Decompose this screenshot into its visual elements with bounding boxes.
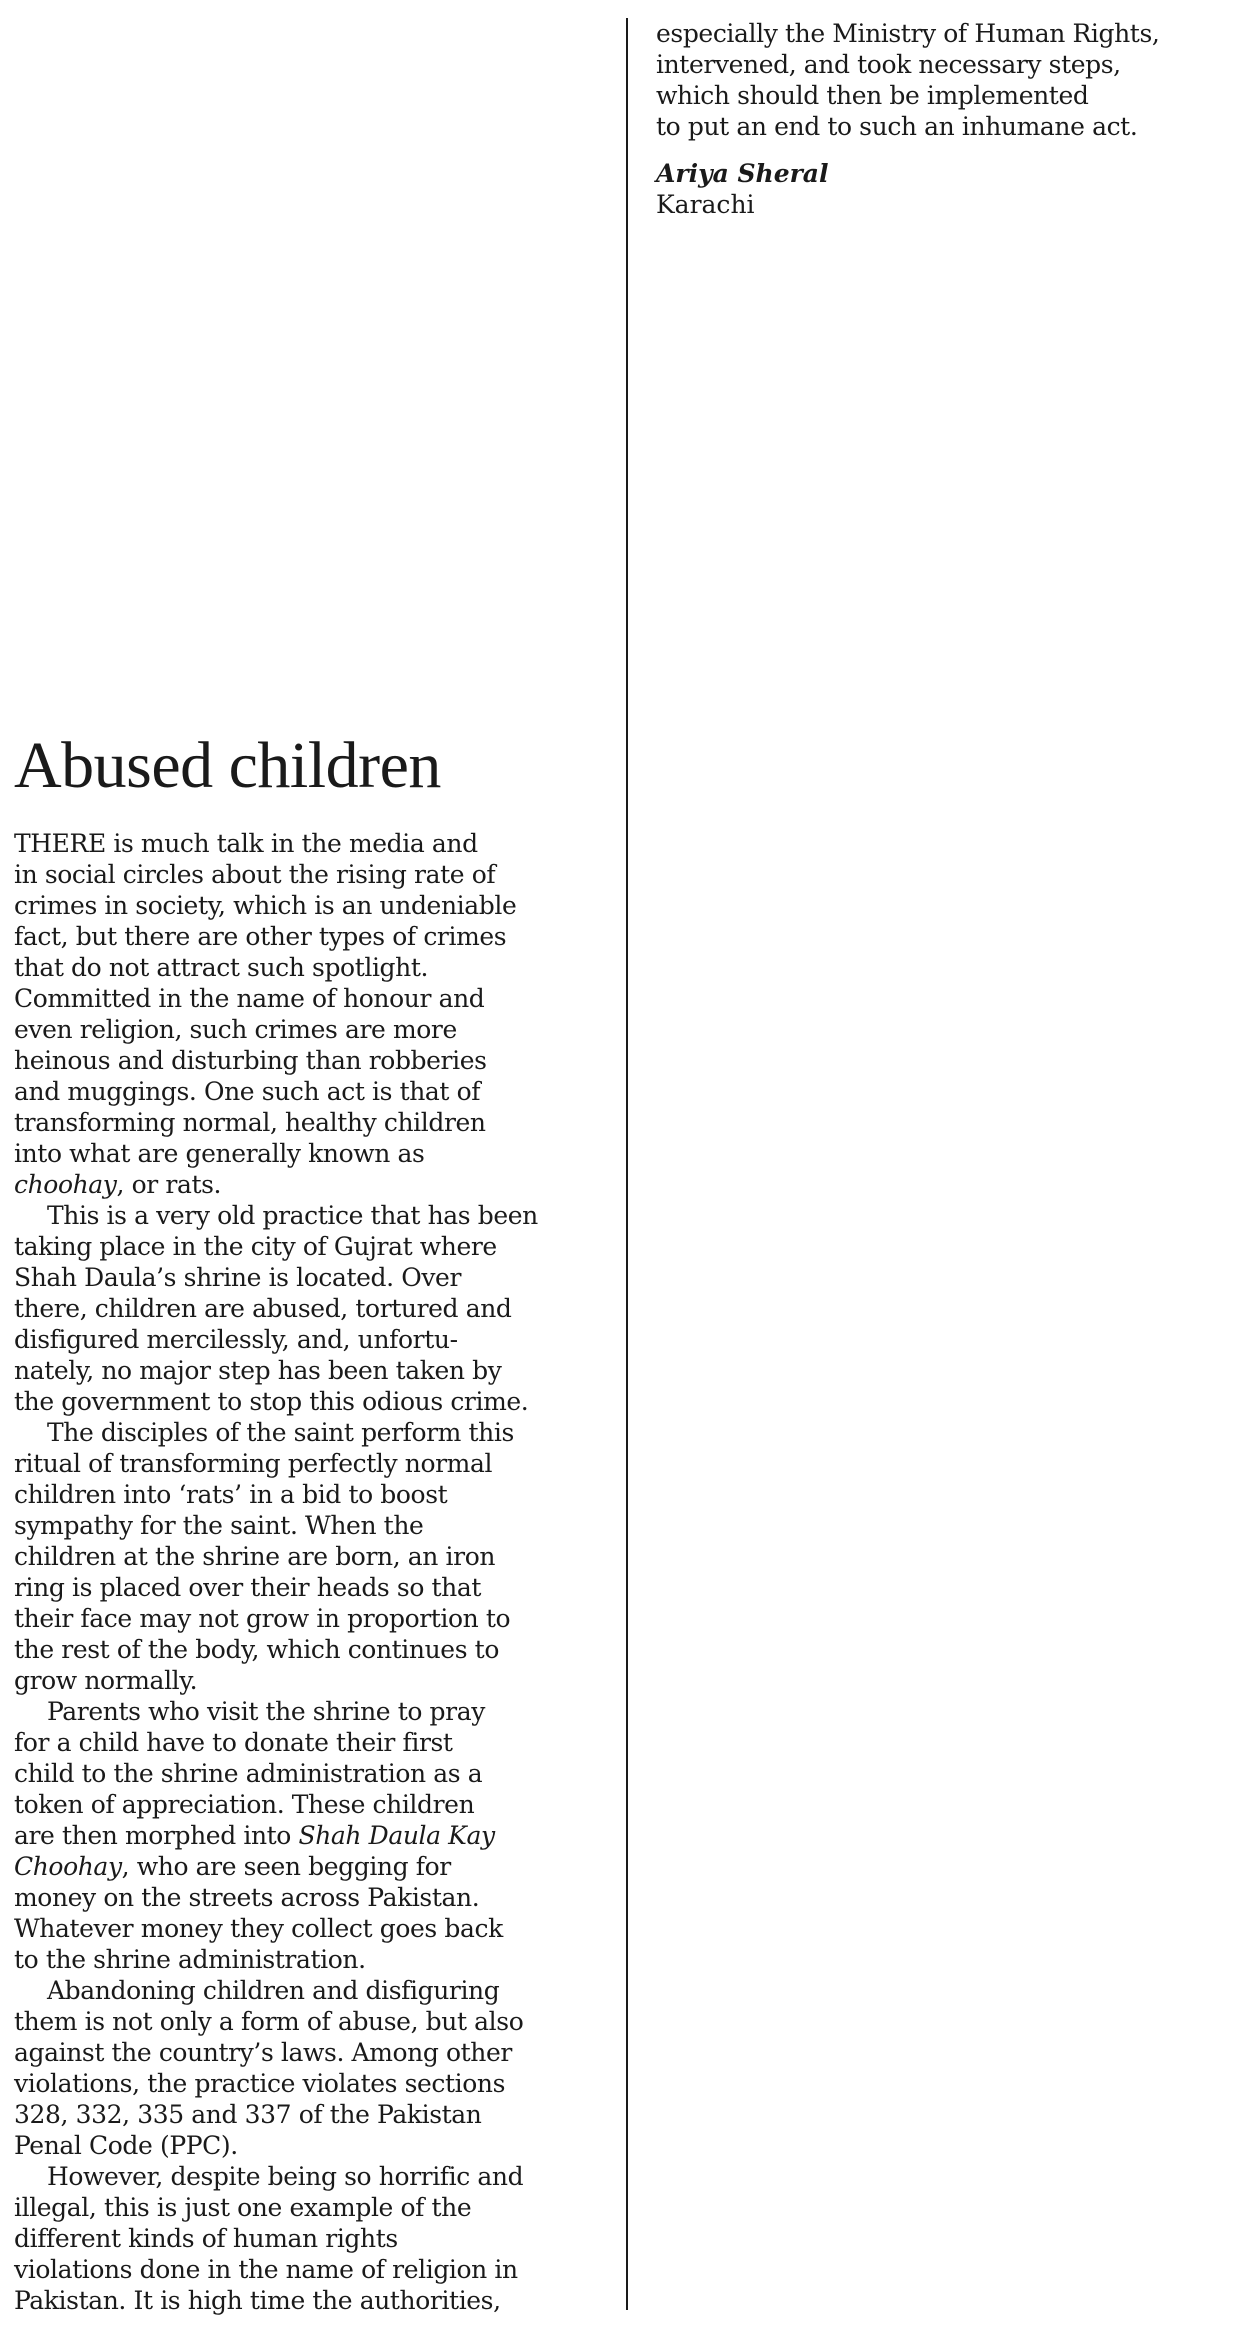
- line-segment: , who are seen begging for: [121, 1852, 451, 1881]
- body-line: Shah Daula’s shrine is located. Over: [14, 1263, 462, 1292]
- body-line: to put an end to such an inhumane act.: [656, 112, 1138, 141]
- body-line: them is not only a form of abuse, but also: [14, 2007, 524, 2036]
- body-line: money on the streets across Pakistan.: [14, 1883, 480, 1912]
- body-line: against the country’s laws. Among other: [14, 2038, 512, 2067]
- body-line: their face may not grow in proportion to: [14, 1604, 511, 1633]
- body-line: especially the Ministry of Human Rights,: [656, 19, 1160, 48]
- italic-term: Choohay: [14, 1852, 122, 1881]
- italic-term: choohay: [14, 1170, 117, 1199]
- body-line: illegal, this is just one example of the: [14, 2193, 472, 2222]
- body-line: the rest of the body, which continues to: [14, 1635, 499, 1664]
- body-line: the government to stop this odious crime.: [14, 1387, 529, 1416]
- letter-main-column: [14, 726, 614, 2316]
- letter-continuation-column: [656, 18, 1246, 220]
- body-line: that do not attract such spotlight.: [14, 953, 429, 982]
- body-line: to the shrine administration.: [14, 1945, 366, 1974]
- body-line: sympathy for the saint. When the: [14, 1511, 424, 1540]
- body-line: grow normally.: [14, 1666, 198, 1695]
- body-line: crimes in society, which is an undeniable: [14, 891, 517, 920]
- body-line: However, despite being so horrific and: [47, 2162, 524, 2191]
- body-line: and muggings. One such act is that of: [14, 1077, 481, 1106]
- letter-continuation-text: [656, 18, 1246, 142]
- letter-headline: Abused children: [14, 729, 441, 802]
- author-city: Karachi: [656, 190, 755, 219]
- body-line: taking place in the city of Gujrat where: [14, 1232, 497, 1261]
- body-line: THERE is much talk in the media and: [14, 829, 478, 858]
- body-line: into what are generally known as: [14, 1139, 425, 1168]
- body-line: intervened, and took necessary steps,: [656, 50, 1121, 79]
- body-line: [14, 1169, 614, 1200]
- body-line: [14, 1851, 614, 1882]
- body-line: Parents who visit the shrine to pray: [47, 1697, 485, 1726]
- body-line: ring is placed over their heads so that: [14, 1573, 482, 1602]
- line-segment: are then morphed into: [14, 1821, 299, 1850]
- body-line: different kinds of human rights: [14, 2224, 398, 2253]
- body-line: This is a very old practice that has been: [47, 1201, 538, 1230]
- body-line: 328, 332, 335 and 337 of the Pakistan: [14, 2100, 482, 2129]
- body-line: The disciples of the saint perform this: [47, 1418, 514, 1447]
- body-line: transforming normal, healthy children: [14, 1108, 486, 1137]
- column-divider: [626, 18, 628, 2310]
- body-line: children into ‘rats’ in a bid to boost: [14, 1480, 448, 1509]
- body-line: Penal Code (PPC).: [14, 2131, 238, 2160]
- body-line: [14, 1820, 614, 1851]
- body-line: for a child have to donate their first: [14, 1728, 453, 1757]
- body-line: in social circles about the rising rate of: [14, 860, 496, 889]
- body-line: which should then be implemented: [656, 81, 1089, 110]
- author-name: Ariya Sheral: [656, 159, 829, 188]
- italic-term: Shah Daula Kay: [298, 1821, 495, 1850]
- body-line: heinous and disturbing than robberies: [14, 1046, 487, 1075]
- body-line: even religion, such crimes are more: [14, 1015, 457, 1044]
- body-line: there, children are abused, tortured and: [14, 1294, 512, 1323]
- body-line: fact, but there are other types of crimes: [14, 922, 507, 951]
- body-line: disfigured mercilessly, and, unfortu-: [14, 1325, 458, 1354]
- line-segment: , or rats.: [116, 1170, 222, 1199]
- letter-body: [14, 828, 614, 2316]
- body-line: token of appreciation. These children: [14, 1790, 475, 1819]
- body-line: Abandoning children and disfiguring: [47, 1976, 500, 2005]
- body-line: violations, the practice violates sections: [14, 2069, 506, 2098]
- body-line: Committed in the name of honour and: [14, 984, 485, 1013]
- body-line: Pakistan. It is high time the authorities,: [14, 2286, 501, 2315]
- body-line: nately, no major step has been taken by: [14, 1356, 502, 1385]
- body-line: ritual of transforming perfectly normal: [14, 1449, 493, 1478]
- body-line: children at the shrine are born, an iron: [14, 1542, 496, 1571]
- body-line: violations done in the name of religion in: [14, 2255, 518, 2284]
- body-line: Whatever money they collect goes back: [14, 1914, 503, 1943]
- body-line: child to the shrine administration as a: [14, 1759, 483, 1788]
